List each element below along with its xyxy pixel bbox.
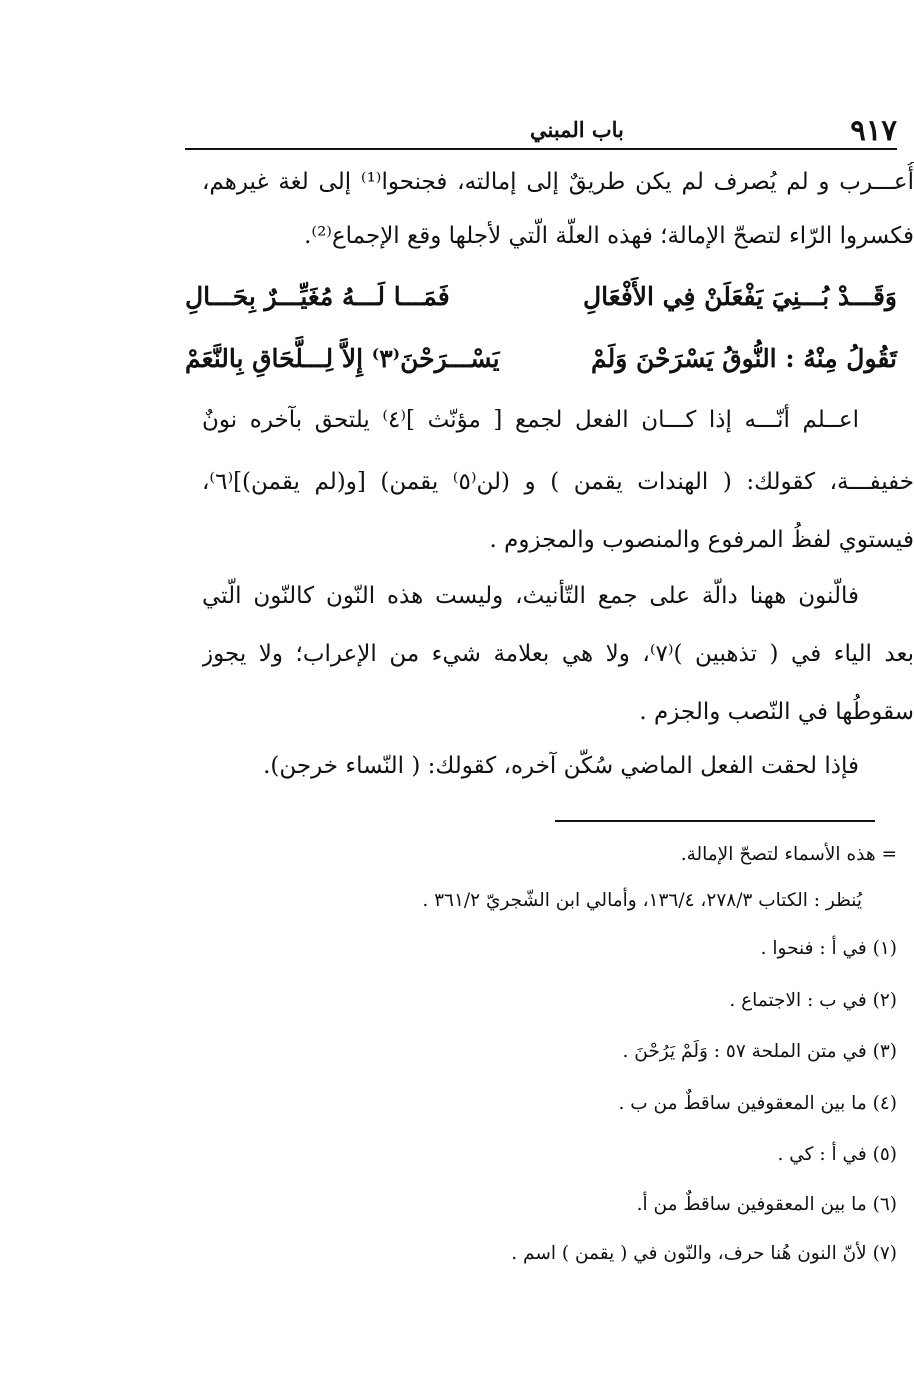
footnote-continuation: يُنظر : الكتاب ٢٧٨/٣، ١٣٦/٤، وأمالي ابن الشّجريّ ٣٦١/٢ . [422,890,862,911]
body-line: بعد الياء في ( تذهبين )⁽٧⁾، ولا هي بعلامة شيء من الإعراب؛ ولا يجوز [202,641,914,667]
body-line: اعــلم أنّـــه إذا كـــان الفعل لجمع [ مؤنّث ]⁽٤⁾ يلتحق بآخره نونٌ [202,407,859,433]
body-line: سقوطُها في النّصب والجزم . [639,699,914,725]
footnote: (٥) في أ : كي . [777,1144,897,1165]
body-line: فكسروا الرّاء لتصحّ الإمالة؛ فهذه العلّة الّتي لأجلها وقع الإجماع⁽²⁾. [304,223,914,249]
footnote-divider [555,820,875,822]
footnote: (٤) ما بين المعقوفين ساقطٌ من ب . [618,1093,897,1114]
footnote: (١) في أ : فنحوا . [760,938,897,959]
body-line: أُعـــرب و لم يُصرف لم يكن طريقٌ إلى إمالته، فجنحوا⁽¹⁾ إلى لغة غيرهم، [202,169,914,195]
footnote: (٦) ما بين المعقوفين ساقطٌ من أ. [636,1194,897,1215]
footnote: (٣) في متن الملحة ٥٧ : وَلَمْ يَرُحْنَ . [622,1041,897,1062]
verse-first-hemistich: وَقَـــدْ بُـــنِيَ يَفْعَلَنْ فِي الأَفْعَالِ [582,282,897,311]
verse-second-hemistich: يَسْـــرَحْنَ⁽٣⁾ إِلاَّ لِـــلَّحَاقِ بِالنَّعَمْ [185,344,500,373]
header-divider [185,148,897,150]
verse-first-hemistich: تَقُولُ مِنْهُ : النُّوقُ يَسْرَحْنَ وَلَمْ [590,344,897,373]
body-line: خفيفـــة، كقولك: ( الهندات يقمن ) و (لن⁽٥⁾ يقمن) [و(لم يقمن)]⁽٦⁾، [202,469,914,495]
page-number: ٩١٧ [850,113,897,147]
footnote: (٧) لأنّ النون هُنا حرف، والنّون في ( يقمن ) اسم . [511,1243,897,1264]
footnote-continuation: = هذه الأسماء لتصحّ الإمالة. [680,844,897,865]
body-line: فالّنون ههنا دالّة على جمع التّأنيث، وليست هذه النّون كالنّون الّتي [202,583,859,609]
chapter-title: باب المبني [530,117,624,142]
verse-second-hemistich: فَمَـــا لَـــهُ مُغَيِّـــرٌ بِحَـــالِ [185,282,450,311]
body-line: فيستوي لفظُ المرفوع والمنصوب والمجزوم . [489,527,914,553]
verse-line [185,334,897,384]
verse-line [185,272,897,322]
footnote: (٢) في ب : الاجتماع . [729,990,897,1011]
page-header [185,112,897,148]
body-line: فإذا لحقت الفعل الماضي سُكّن آخره، كقولك: ( النّساء خرجن). [263,753,859,779]
